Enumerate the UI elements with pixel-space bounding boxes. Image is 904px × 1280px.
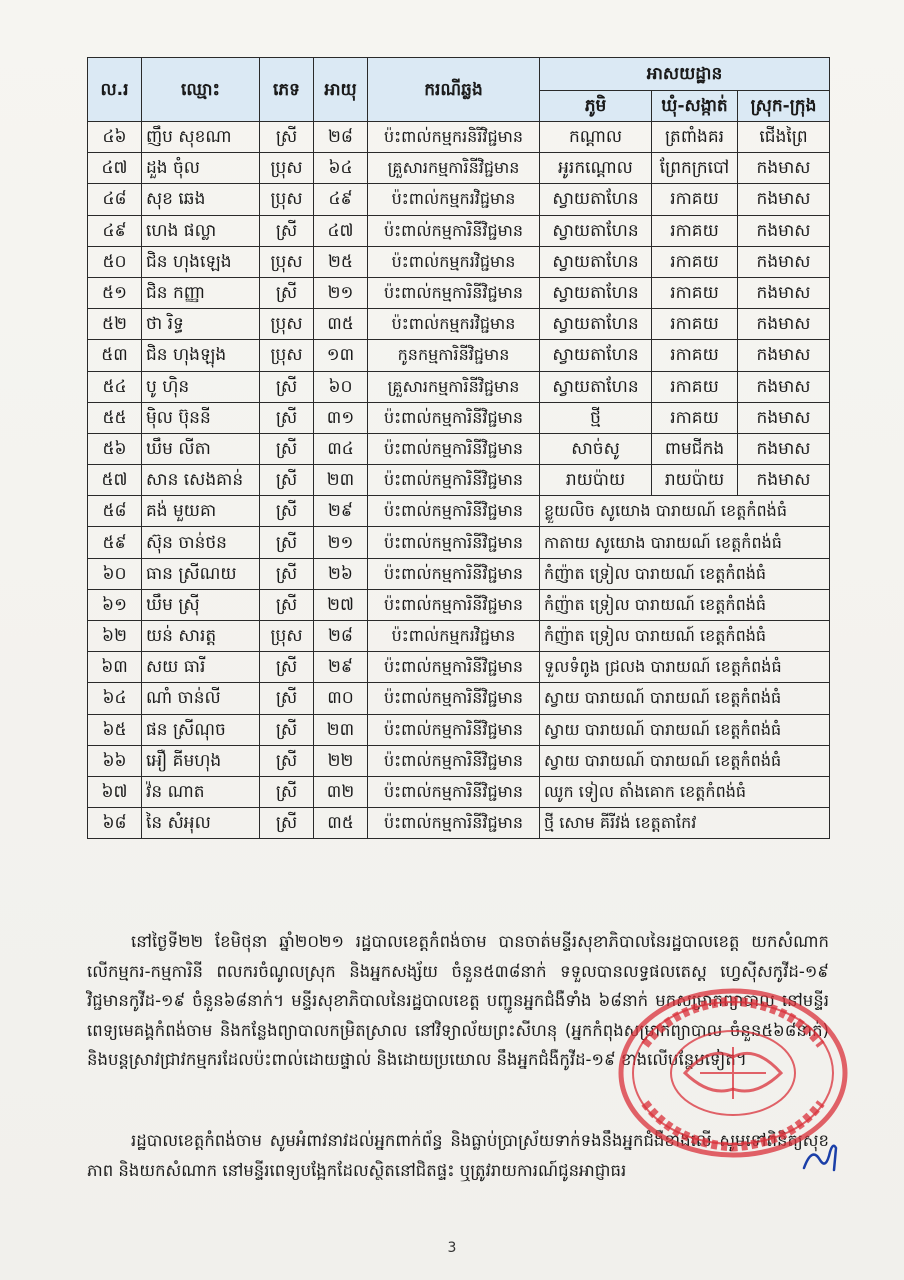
person-sex: ស្រី <box>260 122 314 153</box>
row-number: ៦៤ <box>88 683 142 714</box>
full-address: ស្វាយ បារាយណ៍ បារាយណ៍ ខេត្តកំពង់ធំ <box>540 714 830 745</box>
row-number: ៦៦ <box>88 745 142 776</box>
table-row <box>88 714 830 745</box>
header-name: ឈ្មោះ <box>142 58 260 122</box>
district-cell: កងមាស <box>738 184 830 215</box>
announcement-paragraph-2 <box>87 1126 829 1185</box>
person-sex: ស្រី <box>260 215 314 246</box>
case-type: ប៉ះពាល់កម្មការិនីវិជ្ជមាន <box>368 558 540 589</box>
table-row <box>88 402 830 433</box>
case-type: ប៉ះពាល់កម្មការិនីវិជ្ជមាន <box>368 776 540 807</box>
table-row <box>88 153 830 184</box>
district-cell: កងមាស <box>738 465 830 496</box>
full-address: កំញ៉ាត ទ្រៀល បារាយណ៍ ខេត្តកំពង់ធំ <box>540 621 830 652</box>
village-cell: ស្វាយតាហែន <box>540 277 652 308</box>
table-row <box>88 527 830 558</box>
table-row <box>88 340 830 371</box>
person-sex: ស្រី <box>260 652 314 683</box>
case-type: ប៉ះពាល់កម្មករវិជ្ជមាន <box>368 246 540 277</box>
row-number: ៥៦ <box>88 433 142 464</box>
person-sex: ស្រី <box>260 683 314 714</box>
district-cell: កងមាស <box>738 309 830 340</box>
table-row <box>88 808 830 839</box>
table-row <box>88 122 830 153</box>
signature-mark <box>800 1138 840 1174</box>
table-row <box>88 621 830 652</box>
commune-cell: រកាគយ <box>652 215 738 246</box>
case-type: កូនកម្មការិនីវិជ្ជមាន <box>368 340 540 371</box>
person-sex: ប្រុស <box>260 309 314 340</box>
table-row <box>88 465 830 496</box>
village-cell: សាច់សូ <box>540 433 652 464</box>
row-number: ៦៨ <box>88 808 142 839</box>
village-cell: ស្វាយតាហែន <box>540 309 652 340</box>
person-name: ផន ស្រីណុច <box>142 714 260 745</box>
person-name: យន់ សារត្ត <box>142 621 260 652</box>
person-name: សាន សេងគាន់ <box>142 465 260 496</box>
person-age: ៤៧ <box>314 215 368 246</box>
village-cell: កណ្តាល <box>540 122 652 153</box>
header-village: ភូមិ <box>540 91 652 122</box>
table-row <box>88 277 830 308</box>
village-cell: អូរកណ្តោល <box>540 153 652 184</box>
row-number: ៥៣ <box>88 340 142 371</box>
table-row <box>88 309 830 340</box>
case-type: ប៉ះពាល់កម្មការិនីវិជ្ជមាន <box>368 496 540 527</box>
commune-cell: ព្រែកក្របៅ <box>652 153 738 184</box>
person-sex: ប្រុស <box>260 246 314 277</box>
paragraph-text: រដ្ឋបាលខេត្តកំពង់ចាម សូមអំពាវនាវដល់អ្នកពាក់ព័ន្ធ និងធ្លាប់ប្រាស្រ័យទាក់ទងនឹងអ្នកជំងឺខាងលើ សូមទៅពិនិត្យសុខភាព និងយកសំណាក នៅមន្ទីរពេទ្យបង្អែកដែលស្ថិតនៅជិតផ្ទះ ឬត្រូវរាយការណ៍ជូនអាជ្ញាធរ <box>87 1131 829 1180</box>
paragraph-text: នៅថ្ងៃទី២២ ខែមិថុនា ឆ្នាំ២០២១ រដ្ឋបាលខេត្តកំពង់ចាម បានចាត់មន្ទីរសុខាភិបាលនៃរដ្ឋបាលខេត្ត យកសំណាកលើកម្មករ-កម្មការិនី ពលករចំណូលស្រុក និងអ្នកសង្ស័យ ចំនួន៥៣៨នាក់ ទទួលបានលទ្ធផលតេស្ត ហ្វេស៊ីសកូវីដ-១៩ វិជ្ជមានកូវីដ-១៩ ចំនួន៦៨នាក់។ មន្ទីរសុខាភិបាលនៃរដ្ឋបាលខេត្ត បញ្ជូនអ្នកជំងឺទាំង ៦៨នាក់ មកសម្រាកព្យាបាល នៅមន្ទីរពេទ្យមេគង្គកំពង់ចាម និងកន្លែងព្យាបាលកម្រិតស្រាល នៅវិទ្យាល័យព្រះសីហនុ (អ្នកកំពុងសម្រាកព្យាបាល ចំនួន៥៦៨នាក់) និងបន្តស្រាវជ្រាវកម្មករដែលប៉ះពាល់ដោយផ្ទាល់ និងដោយប្រយោល នឹងអ្នកជំងឺកូវីដ-១៩ ខាងលើបន្ថែមទៀត។ <box>87 932 829 1069</box>
case-type: ប៉ះពាល់កម្មការិនីវិជ្ជមាន <box>368 465 540 496</box>
case-type: ប៉ះពាល់កម្មការិនីវិជ្ជមាន <box>368 215 540 246</box>
row-number: ៥២ <box>88 309 142 340</box>
person-age: ៣៤ <box>314 433 368 464</box>
person-name: ឃឹម ស៊្រី <box>142 589 260 620</box>
full-address: កំញ៉ាត ទ្រៀល បារាយណ៍ ខេត្តកំពង់ធំ <box>540 558 830 589</box>
person-sex: ស្រី <box>260 496 314 527</box>
person-name: គង់ មួយគា <box>142 496 260 527</box>
person-age: ២៩ <box>314 652 368 683</box>
person-name: ធាន ស្រីណយ <box>142 558 260 589</box>
case-type: ប៉ះពាល់កម្មការិនីវិជ្ជមាន <box>368 652 540 683</box>
person-age: ៣២ <box>314 776 368 807</box>
district-cell: ជើងព្រៃ <box>738 122 830 153</box>
header-commune: ឃុំ-សង្កាត់ <box>652 91 738 122</box>
full-address: កាតាយ សូយោង បារាយណ៍ ខេត្តកំពង់ធំ <box>540 527 830 558</box>
row-number: ៦០ <box>88 558 142 589</box>
row-number: ៦៥ <box>88 714 142 745</box>
commune-cell: រកាគយ <box>652 246 738 277</box>
case-type: ប៉ះពាល់កម្មការិនីវិជ្ជមាន <box>368 745 540 776</box>
case-type: ប៉ះពាល់កម្មការិនីវិជ្ជមាន <box>368 714 540 745</box>
case-table <box>87 57 830 839</box>
table-row <box>88 433 830 464</box>
full-address: ថ្មី សោម គីរីវង់ ខេត្តតាកែវ <box>540 808 830 839</box>
person-age: ២៥ <box>314 246 368 277</box>
district-cell: កងមាស <box>738 277 830 308</box>
person-age: ២៩ <box>314 496 368 527</box>
table-row <box>88 589 830 620</box>
table-row <box>88 652 830 683</box>
person-name: វ៉ន ណាត <box>142 776 260 807</box>
person-sex: ស្រី <box>260 371 314 402</box>
commune-cell: រកាគយ <box>652 309 738 340</box>
header-case: ករណីឆ្លង <box>368 58 540 122</box>
person-name: ញឹប សុខណា <box>142 122 260 153</box>
person-name: នៃ សំអុល <box>142 808 260 839</box>
header-district: ស្រុក-ក្រុង <box>738 91 830 122</box>
person-sex: ស្រី <box>260 558 314 589</box>
person-sex: ប្រុស <box>260 621 314 652</box>
village-cell: រាយប៉ាយ <box>540 465 652 496</box>
table-row <box>88 496 830 527</box>
full-address: ស្វាយ បារាយណ៍ បារាយណ៍ ខេត្តកំពង់ធំ <box>540 745 830 776</box>
row-number: ៥៩ <box>88 527 142 558</box>
full-address: ឈូក ទៀល តាំងគោក ខេត្តកំពង់ធំ <box>540 776 830 807</box>
table-header <box>88 58 830 122</box>
case-type: ប៉ះពាល់កម្មករវិជ្ជមាន <box>368 621 540 652</box>
commune-cell: រកាគយ <box>652 277 738 308</box>
person-name: ឃឹម លីតា <box>142 433 260 464</box>
announcement-paragraph-1 <box>87 927 829 1075</box>
person-sex: ប្រុស <box>260 340 314 371</box>
person-name: ណាំ ចាន់លី <box>142 683 260 714</box>
table-body <box>88 122 830 839</box>
commune-cell: រកាគយ <box>652 402 738 433</box>
person-age: ៣០ <box>314 683 368 714</box>
table-row <box>88 776 830 807</box>
row-number: ៥៧ <box>88 465 142 496</box>
table-row <box>88 745 830 776</box>
person-name: សុខ ឆេង <box>142 184 260 215</box>
person-age: ៦៤ <box>314 153 368 184</box>
row-number: ៥០ <box>88 246 142 277</box>
case-type: ប៉ះពាល់កម្មករនិរីវិជ្ជមាន <box>368 122 540 153</box>
district-cell: កងមាស <box>738 340 830 371</box>
person-sex: ស្រី <box>260 714 314 745</box>
case-type: គ្រួសារកម្មការិនីវិជ្ជមាន <box>368 153 540 184</box>
row-number: ៦២ <box>88 621 142 652</box>
person-age: ៣៥ <box>314 309 368 340</box>
person-age: ២៨ <box>314 621 368 652</box>
row-number: ៤៧ <box>88 153 142 184</box>
district-cell: កងមាស <box>738 433 830 464</box>
case-type: ប៉ះពាល់កម្មករវិជ្ជមាន <box>368 309 540 340</box>
district-cell: កងមាស <box>738 153 830 184</box>
case-type: ប៉ះពាល់កម្មករវិជ្ជមាន <box>368 184 540 215</box>
person-age: ២៣ <box>314 465 368 496</box>
person-sex: ប្រុស <box>260 153 314 184</box>
row-number: ៤៨ <box>88 184 142 215</box>
person-age: ៦០ <box>314 371 368 402</box>
village-cell: ស្វាយតាហែន <box>540 340 652 371</box>
case-type: ប៉ះពាល់កម្មការិនីវិជ្ជមាន <box>368 589 540 620</box>
row-number: ៤៩ <box>88 215 142 246</box>
person-name: ហេង ផល្លា <box>142 215 260 246</box>
person-age: ២១ <box>314 277 368 308</box>
case-type: ប៉ះពាល់កម្មការិនីវិជ្ជមាន <box>368 433 540 464</box>
commune-cell: ពាមជីកង <box>652 433 738 464</box>
person-sex: ស្រី <box>260 776 314 807</box>
person-age: ២៣ <box>314 714 368 745</box>
row-number: ៦១ <box>88 589 142 620</box>
person-sex: ប្រុស <box>260 184 314 215</box>
village-cell: ស្វាយតាហែន <box>540 246 652 277</box>
header-address: អាសយដ្ឋាន <box>540 58 830 91</box>
full-address: ទួលទំពូង ជ្រលង បារាយណ៍ ខេត្តកំពង់ធំ <box>540 652 830 683</box>
person-name: ស៊ុន ចាន់ថន <box>142 527 260 558</box>
person-age: ១៣ <box>314 340 368 371</box>
table-row <box>88 184 830 215</box>
person-age: ៤៩ <box>314 184 368 215</box>
person-age: ២៨ <box>314 122 368 153</box>
case-type: ប៉ះពាល់កម្មការិនីវិជ្ជមាន <box>368 277 540 308</box>
table-row <box>88 558 830 589</box>
table-row <box>88 215 830 246</box>
district-cell: កងមាស <box>738 215 830 246</box>
person-name: អឿ គីមហុង <box>142 745 260 776</box>
table-row <box>88 683 830 714</box>
commune-cell: រកាគយ <box>652 340 738 371</box>
table-row <box>88 371 830 402</box>
row-number: ៥១ <box>88 277 142 308</box>
case-type: ប៉ះពាល់កម្មការិនីវិជ្ជមាន <box>368 527 540 558</box>
person-age: ២៦ <box>314 558 368 589</box>
person-name: សយ ធារី <box>142 652 260 683</box>
row-number: ៥៨ <box>88 496 142 527</box>
header-sex: ភេទ <box>260 58 314 122</box>
person-name: ជិន ហុងឡេង <box>142 246 260 277</box>
district-cell: កងមាស <box>738 371 830 402</box>
person-name: ដួង ចុំល <box>142 153 260 184</box>
person-age: ២២ <box>314 745 368 776</box>
district-cell: កងមាស <box>738 246 830 277</box>
person-sex: ស្រី <box>260 465 314 496</box>
header-age: អាយុ <box>314 58 368 122</box>
village-cell: ថ្មី <box>540 402 652 433</box>
row-number: ៦៧ <box>88 776 142 807</box>
person-sex: ស្រី <box>260 433 314 464</box>
person-sex: ស្រី <box>260 589 314 620</box>
row-number: ៥៥ <box>88 402 142 433</box>
person-age: ៣១ <box>314 402 368 433</box>
page-number: 3 <box>447 1240 457 1256</box>
person-name: ជិន កញ្ញា <box>142 277 260 308</box>
person-name: ថា រិទ្ធ <box>142 309 260 340</box>
row-number: ៥៤ <box>88 371 142 402</box>
case-type: គ្រួសារកម្មការិនីវិជ្ជមាន <box>368 371 540 402</box>
case-type: ប៉ះពាល់កម្មការិនីវិជ្ជមាន <box>368 808 540 839</box>
commune-cell: រកាគយ <box>652 371 738 402</box>
commune-cell: រាយប៉ាយ <box>652 465 738 496</box>
person-sex: ស្រី <box>260 808 314 839</box>
person-age: ៣៥ <box>314 808 368 839</box>
person-sex: ស្រី <box>260 527 314 558</box>
table-row <box>88 246 830 277</box>
commune-cell: ត្រពាំងគរ <box>652 122 738 153</box>
district-cell: កងមាស <box>738 402 830 433</box>
person-name: ម៉ិល ប៊ុននី <box>142 402 260 433</box>
full-address: កំញ៉ាត ទ្រៀល បារាយណ៍ ខេត្តកំពង់ធំ <box>540 589 830 620</box>
row-number: ៦៣ <box>88 652 142 683</box>
header-no: ល.រ <box>88 58 142 122</box>
person-age: ២៧ <box>314 589 368 620</box>
village-cell: ស្វាយតាហែន <box>540 371 652 402</box>
case-type: ប៉ះពាល់កម្មការិនីវិជ្ជមាន <box>368 402 540 433</box>
person-sex: ស្រី <box>260 277 314 308</box>
village-cell: ស្វាយតាហែន <box>540 184 652 215</box>
row-number: ៤៦ <box>88 122 142 153</box>
person-name: ជិន ហុងឡុង <box>142 340 260 371</box>
full-address: ខ្លួយលិច សូយោង បារាយណ៍ ខេត្តកំពង់ធំ <box>540 496 830 527</box>
full-address: ស្វាយ បារាយណ៍ បារាយណ៍ ខេត្តកំពង់ធំ <box>540 683 830 714</box>
case-type: ប៉ះពាល់កម្មការិនីវិជ្ជមាន <box>368 683 540 714</box>
person-sex: ស្រី <box>260 745 314 776</box>
village-cell: ស្វាយតាហែន <box>540 215 652 246</box>
commune-cell: រកាគយ <box>652 184 738 215</box>
person-name: បូ ហ៊ិន <box>142 371 260 402</box>
person-sex: ស្រី <box>260 402 314 433</box>
person-age: ២១ <box>314 527 368 558</box>
